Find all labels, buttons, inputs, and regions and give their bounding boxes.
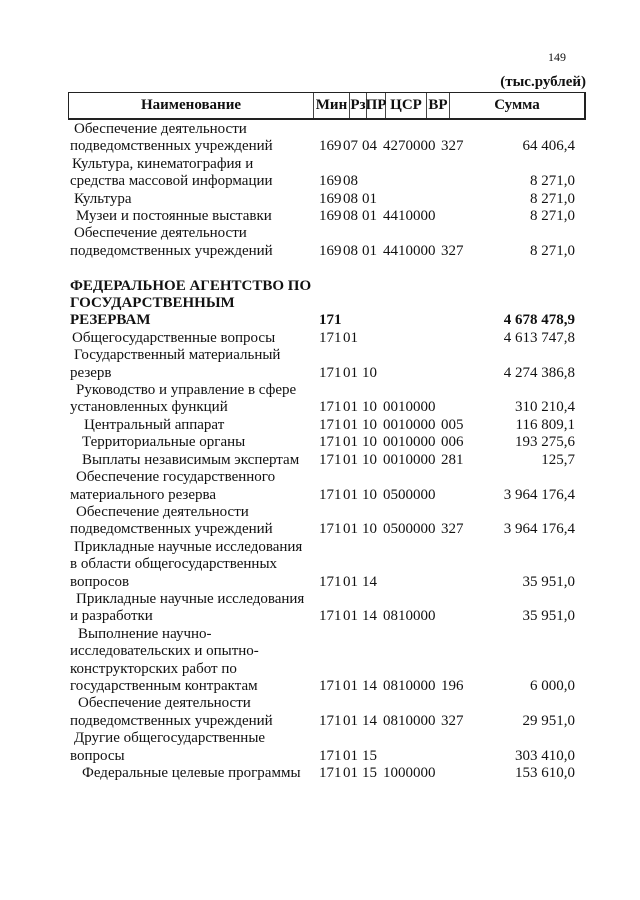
row-csr: 1000000 [383, 765, 436, 782]
row-min: 171 [319, 364, 342, 381]
row-csr: 0010000 [383, 399, 436, 416]
row-csr: 0010000 [383, 416, 436, 433]
row-name: Обеспечение деятельности подведомственных учреждений [70, 695, 273, 729]
row-rz: 01 [343, 712, 358, 729]
row-csr: 0810000 [383, 677, 436, 694]
row-name: Обеспечение деятельности подведомственных учреждений [70, 121, 273, 155]
row-rz: 08 [343, 190, 358, 207]
row-sum: 3 964 176,4 [503, 521, 575, 538]
row-sum: 6 000,0 [530, 677, 575, 694]
table-row [0, 591, 640, 626]
header-sum: Сумма [494, 97, 540, 113]
row-min: 171 [319, 712, 342, 729]
row-pr: 10 [362, 434, 377, 451]
header-min: Мин [314, 93, 350, 118]
row-min: 169 [319, 242, 342, 259]
row-pr: 10 [362, 486, 377, 503]
row-min: 169 [319, 173, 342, 190]
row-vr: 327 [441, 521, 464, 538]
row-min: 171 [319, 434, 342, 451]
row-min: 171 [319, 416, 342, 433]
table-row [0, 434, 640, 451]
spacer [0, 260, 640, 277]
row-min: 171 [319, 486, 342, 503]
row-csr: 0810000 [383, 712, 436, 729]
row-name: Другие общегосударственные вопросы [70, 730, 266, 764]
row-rz: 01 [343, 677, 358, 694]
page-number: 149 [548, 50, 566, 64]
table-row [0, 278, 640, 330]
row-csr: 4410000 [383, 242, 436, 259]
row-sum: 193 275,6 [515, 434, 575, 451]
row-min: 171 [319, 608, 342, 625]
row-csr: 4270000 [383, 138, 436, 155]
row-sum: 153 610,0 [515, 765, 575, 782]
row-pr: 01 [362, 208, 377, 225]
row-name: Прикладные научные исследования в области общегосударственных вопросов [70, 538, 303, 590]
row-rz: 08 [343, 173, 358, 190]
row-vr: 327 [441, 138, 464, 155]
row-name: ФЕДЕРАЛЬНОЕ АГЕНТСТВО ПО ГОСУДАРСТВЕННЫМ РЕЗЕРВАМ [70, 277, 312, 329]
row-rz: 01 [343, 399, 358, 416]
header-vr: ВР [427, 93, 450, 118]
row-name: Центральный аппарат [84, 416, 225, 433]
row-rz: 01 [343, 765, 358, 782]
row-min: 171 [319, 329, 342, 346]
row-min: 171 [319, 765, 342, 782]
table-row [0, 225, 640, 260]
row-csr: 0010000 [383, 434, 436, 451]
row-rz: 01 [343, 416, 358, 433]
row-name: Обеспечение деятельности подведомственных учреждений [70, 503, 273, 538]
row-rz: 01 [343, 434, 358, 451]
row-name: Территориальные органы [82, 434, 246, 451]
row-sum: 64 406,4 [522, 138, 575, 155]
table-row [0, 504, 640, 539]
row-csr: 0500000 [383, 486, 436, 503]
row-rz: 08 [343, 242, 358, 259]
row-vr: 327 [441, 242, 464, 259]
table-row [0, 191, 640, 208]
table-row [0, 208, 640, 225]
row-name: Выплаты независимым экспертам [82, 451, 300, 468]
row-pr: 01 [362, 190, 377, 207]
table-row [0, 452, 640, 469]
table-row [0, 121, 640, 156]
row-name: Руководство и управление в сфере установленных функций [70, 382, 297, 416]
row-pr: 10 [362, 364, 377, 381]
row-sum: 35 951,0 [522, 573, 575, 590]
row-name: Культура [74, 190, 132, 207]
row-rz: 01 [343, 364, 358, 381]
row-pr: 15 [362, 765, 377, 782]
row-min: 171 [319, 677, 342, 694]
row-sum: 310 210,4 [515, 399, 575, 416]
table-row [0, 382, 640, 417]
row-sum: 3 964 176,4 [503, 486, 575, 503]
row-name: Федеральные целевые программы [82, 765, 301, 782]
row-pr: 10 [362, 451, 377, 468]
table-body [0, 121, 640, 782]
row-vr: 006 [441, 434, 464, 451]
row-min: 169 [319, 190, 342, 207]
header-name: Наименование [69, 93, 314, 118]
row-sum: 303 410,0 [515, 747, 575, 764]
row-rz: 01 [343, 486, 358, 503]
table-row [0, 417, 640, 434]
header-csr: ЦСР [386, 93, 427, 118]
table-row [0, 330, 640, 347]
row-vr: 196 [441, 677, 464, 694]
header-rz: Рз [350, 93, 367, 118]
row-vr: 005 [441, 416, 464, 433]
row-pr: 14 [362, 712, 377, 729]
row-min: 171 [319, 747, 342, 764]
row-min: 171 [319, 521, 342, 538]
row-rz: 01 [343, 608, 358, 625]
table-row [0, 765, 640, 782]
row-vr: 327 [441, 712, 464, 729]
row-pr: 10 [362, 521, 377, 538]
row-rz: 01 [343, 747, 358, 764]
row-sum: 8 271,0 [530, 190, 575, 207]
row-sum: 4 678 478,9 [503, 312, 575, 329]
row-name: Общегосударственные вопросы [72, 329, 276, 346]
row-name: Обеспечение деятельности подведомственных учреждений [70, 225, 273, 259]
row-min: 171 [319, 451, 342, 468]
row-sum: 35 951,0 [522, 608, 575, 625]
row-name: Прикладные научные исследования и разработки [70, 590, 305, 625]
row-rz: 08 [343, 208, 358, 225]
row-sum: 8 271,0 [530, 173, 575, 190]
row-pr: 14 [362, 677, 377, 694]
row-min: 169 [319, 208, 342, 225]
row-pr: 04 [362, 138, 377, 155]
row-pr: 10 [362, 416, 377, 433]
row-pr: 14 [362, 573, 377, 590]
row-rz: 07 [343, 138, 358, 155]
row-csr: 4410000 [383, 208, 436, 225]
row-csr: 0010000 [383, 451, 436, 468]
row-pr: 10 [362, 399, 377, 416]
row-rz: 01 [343, 329, 358, 346]
table-header [68, 92, 586, 120]
row-pr: 15 [362, 747, 377, 764]
units-label: (тыс.рублей) [500, 74, 586, 90]
row-min: 171 [319, 399, 342, 416]
row-sum: 4 613 747,8 [503, 329, 575, 346]
row-sum: 29 951,0 [522, 712, 575, 729]
table-row [0, 347, 640, 382]
row-vr: 281 [441, 451, 464, 468]
row-sum: 125,7 [541, 451, 575, 468]
row-pr: 14 [362, 608, 377, 625]
row-csr: 0810000 [383, 608, 436, 625]
row-name: Государственный материальный резерв [70, 347, 281, 381]
table-row [0, 730, 640, 765]
row-name: Музеи и постоянные выставки [76, 208, 272, 225]
row-rz: 01 [343, 573, 358, 590]
row-min: 171 [319, 573, 342, 590]
row-rz: 01 [343, 521, 358, 538]
row-name: Культура, кинематография и средства массовой информации [70, 155, 273, 190]
table-row [0, 539, 640, 591]
row-csr: 0500000 [383, 521, 436, 538]
table-row [0, 626, 640, 696]
row-sum: 8 271,0 [530, 208, 575, 225]
row-sum: 116 809,1 [515, 416, 575, 433]
header-pr: ПР [367, 93, 386, 118]
row-name: Обеспечение государственного материального резерва [70, 469, 276, 503]
table-row [0, 695, 640, 730]
row-min: 169 [319, 138, 342, 155]
row-pr: 01 [362, 242, 377, 259]
row-sum: 8 271,0 [530, 242, 575, 259]
row-sum: 4 274 386,8 [503, 364, 575, 381]
table-row [0, 156, 640, 191]
row-name: Выполнение научно- исследовательских и опытно- конструкторских работ по государственным контрактам [70, 625, 259, 694]
row-rz: 01 [343, 451, 358, 468]
row-min: 171 [319, 312, 342, 329]
table-row [0, 469, 640, 504]
